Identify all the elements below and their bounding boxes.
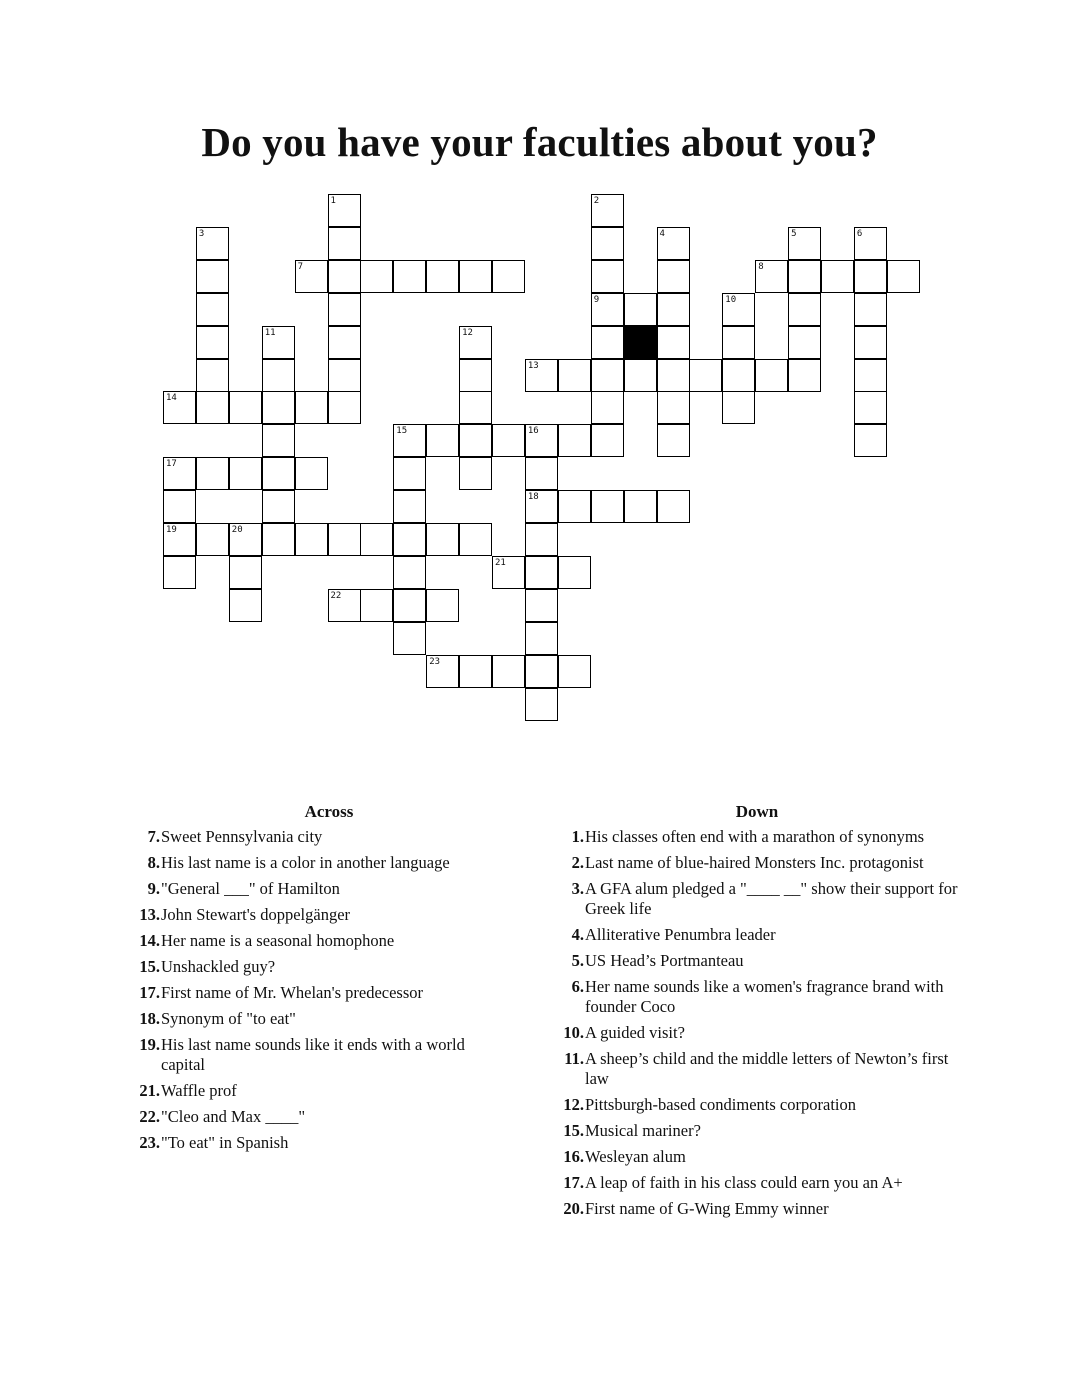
clue-number-1: 1 (330, 196, 336, 206)
grid-cell[interactable] (591, 391, 624, 424)
down-clue-list (552, 827, 962, 1219)
down-clue-20 (552, 1199, 962, 1219)
grid-cell[interactable] (591, 359, 624, 392)
clue-number-22: 22 (330, 590, 342, 601)
grid-cell[interactable] (722, 293, 755, 326)
grid-cell[interactable] (558, 424, 591, 457)
clue-number: 9. (147, 879, 160, 898)
grid-cell[interactable] (196, 359, 229, 392)
grid-cell[interactable] (689, 359, 722, 392)
grid-cell[interactable] (196, 326, 229, 359)
grid-cell[interactable] (360, 589, 393, 622)
across-clue-7 (128, 827, 508, 847)
grid-cell[interactable] (295, 457, 328, 490)
across-clue-18 (128, 1009, 508, 1029)
clue-number: 13. (139, 905, 160, 924)
grid-cell[interactable] (525, 556, 558, 589)
clue-text: A guided visit? (585, 1023, 685, 1042)
down-clue-10 (552, 1023, 962, 1043)
grid-cell[interactable] (492, 556, 525, 589)
grid-cell[interactable] (163, 523, 196, 556)
clue-number: 11. (564, 1049, 584, 1068)
clue-number-16: 16 (527, 426, 539, 437)
grid-cell[interactable] (492, 260, 525, 293)
grid-cell[interactable] (657, 359, 690, 392)
grid-cell[interactable] (328, 227, 361, 260)
grid-cell[interactable] (492, 424, 525, 457)
grid-cell[interactable] (459, 424, 492, 457)
grid-cell[interactable] (360, 523, 393, 556)
across-clue-list (128, 827, 508, 1153)
clue-text: John Stewart's doppelgänger (161, 905, 351, 924)
grid-cell[interactable] (295, 391, 328, 424)
across-clue-21 (128, 1081, 508, 1101)
grid-cell[interactable] (262, 523, 295, 556)
clue-number: 4. (571, 925, 584, 944)
grid-cell[interactable] (624, 293, 657, 326)
clue-number: 21. (139, 1081, 160, 1100)
clue-number-8: 8 (758, 261, 764, 272)
grid-cell[interactable] (722, 359, 755, 392)
grid-cell[interactable] (525, 655, 558, 688)
grid-cell[interactable] (854, 424, 887, 457)
clue-number: 23. (139, 1133, 160, 1152)
grid-cell[interactable] (525, 589, 558, 622)
clue-text: Her name sounds like a women's fragrance brand with founder Coco (585, 977, 944, 1016)
clue-number: 1. (571, 827, 584, 846)
grid-cell[interactable] (657, 391, 690, 424)
clue-number-2: 2 (593, 196, 600, 206)
grid-cell[interactable] (163, 391, 196, 424)
clue-text: A GFA alum pledged a "____ __" show their support for Greek life (585, 879, 958, 918)
clue-number: 22. (139, 1107, 160, 1126)
grid-cell[interactable] (657, 326, 690, 359)
grid-cell[interactable] (525, 457, 558, 490)
grid-cell[interactable] (854, 293, 887, 326)
grid-cell[interactable] (492, 655, 525, 688)
clue-number: 20. (563, 1199, 584, 1218)
grid-cell[interactable] (426, 260, 459, 293)
grid-cell[interactable] (525, 688, 558, 721)
grid-cell[interactable] (328, 589, 361, 622)
grid-cell[interactable] (591, 326, 624, 359)
grid-cell[interactable] (459, 655, 492, 688)
down-clue-15 (552, 1121, 962, 1141)
down-clue-4 (552, 925, 962, 945)
across-clue-8 (128, 853, 508, 873)
clue-number: 2. (571, 853, 584, 872)
grid-cell[interactable] (295, 523, 328, 556)
grid-cell[interactable] (591, 293, 624, 326)
grid-cell[interactable] (328, 194, 361, 227)
grid-cell[interactable] (262, 457, 295, 490)
grid-cell[interactable] (788, 359, 821, 392)
grid-cell[interactable] (426, 424, 459, 457)
grid-cell[interactable] (229, 523, 262, 556)
grid-cell[interactable] (722, 326, 755, 359)
clue-text: His last name is a color in another language (161, 853, 450, 872)
grid-cell[interactable] (196, 391, 229, 424)
grid-cell[interactable] (459, 326, 492, 359)
across-clue-13 (128, 905, 508, 925)
clue-number: 15. (139, 957, 160, 976)
across-clue-19 (128, 1035, 508, 1075)
clue-text: Last name of blue-haired Monsters Inc. protagonist (585, 853, 924, 872)
clue-number-18: 18 (527, 492, 539, 503)
black-square (624, 326, 657, 359)
grid-cell[interactable] (295, 260, 328, 293)
grid-cell[interactable] (262, 391, 295, 424)
grid-cell[interactable] (591, 260, 624, 293)
clue-number: 3. (571, 879, 584, 898)
clue-number-23: 23 (429, 656, 441, 667)
grid-cell[interactable] (657, 424, 690, 457)
across-clue-22 (128, 1107, 508, 1127)
grid-cell[interactable] (328, 391, 361, 424)
grid-cell[interactable] (262, 326, 295, 359)
grid-cell[interactable] (262, 359, 295, 392)
clue-number-14: 14 (166, 393, 177, 404)
clue-text: Her name is a seasonal homophone (161, 931, 395, 950)
grid-cell[interactable] (854, 326, 887, 359)
clue-text: Waffle prof (161, 1081, 237, 1100)
clue-text: Unshackled guy? (161, 957, 276, 976)
clue-text: "To eat" in Spanish (161, 1133, 289, 1152)
grid-cell[interactable] (854, 359, 887, 392)
grid-cell[interactable] (196, 457, 229, 490)
clue-text: His classes often end with a marathon of synonyms (585, 827, 925, 846)
grid-cell[interactable] (887, 260, 920, 293)
grid-cell[interactable] (558, 556, 591, 589)
clue-number: 17. (563, 1173, 584, 1192)
grid-cell[interactable] (459, 523, 492, 556)
clue-number: 12. (563, 1095, 584, 1114)
down-clues (552, 802, 962, 1225)
clue-number-4: 4 (659, 228, 665, 239)
clue-number: 19. (139, 1035, 160, 1054)
grid-cell[interactable] (196, 293, 229, 326)
grid-cell[interactable] (196, 227, 229, 260)
grid-cell[interactable] (393, 424, 426, 457)
grid-cell[interactable] (393, 490, 426, 523)
clue-number: 6. (571, 977, 584, 996)
clue-number: 17. (139, 983, 160, 1002)
clue-number: 14. (139, 931, 160, 950)
grid-cell[interactable] (393, 589, 426, 622)
grid-cell[interactable] (624, 359, 657, 392)
across-clue-14 (128, 931, 508, 951)
grid-cell[interactable] (262, 424, 295, 457)
grid-cell[interactable] (591, 490, 624, 523)
grid-cell[interactable] (262, 490, 295, 523)
clue-number-6: 6 (856, 228, 863, 239)
down-clue-12 (552, 1095, 962, 1115)
clue-text: Musical mariner? (585, 1121, 701, 1140)
grid-cell[interactable] (755, 359, 788, 392)
grid-cell[interactable] (196, 260, 229, 293)
grid-cell[interactable] (426, 589, 459, 622)
down-clue-3 (552, 879, 962, 919)
grid-cell[interactable] (755, 260, 788, 293)
down-heading: Down (735, 802, 779, 821)
down-clue-5 (552, 951, 962, 971)
page-title: Do you have your faculties about you? (201, 119, 878, 165)
clue-text: "Cleo and Max ____" (161, 1107, 306, 1126)
across-heading: Across (304, 802, 354, 821)
clue-text: First name of G-Wing Emmy winner (585, 1199, 829, 1218)
grid-cell[interactable] (393, 556, 426, 589)
grid-cell[interactable] (854, 260, 887, 293)
down-clue-6 (552, 977, 962, 1017)
grid-cell[interactable] (328, 293, 361, 326)
grid-cell[interactable] (657, 293, 690, 326)
grid-cell[interactable] (229, 556, 262, 589)
grid-cell[interactable] (788, 293, 821, 326)
clue-text: Sweet Pennsylvania city (161, 827, 323, 846)
grid-cell[interactable] (657, 260, 690, 293)
clue-number-7: 7 (297, 261, 304, 272)
clue-number-3: 3 (198, 228, 205, 239)
grid-cell[interactable] (393, 523, 426, 556)
clue-number-9: 9 (593, 294, 600, 305)
grid-cell[interactable] (788, 326, 821, 359)
grid-cell[interactable] (624, 490, 657, 523)
down-clue-11 (552, 1049, 962, 1089)
clue-number-17: 17 (166, 459, 177, 470)
clue-text: A sheep’s child and the middle letters of Newton’s first law (585, 1049, 949, 1088)
clue-text: First name of Mr. Whelan's predecessor (161, 983, 424, 1002)
grid-cell[interactable] (328, 260, 361, 293)
clue-number-12: 12 (462, 327, 473, 338)
grid-cell[interactable] (591, 194, 624, 227)
grid-cell[interactable] (328, 359, 361, 392)
clue-number: 18. (139, 1009, 160, 1028)
grid-cell[interactable] (393, 457, 426, 490)
clue-number: 15. (563, 1121, 584, 1140)
clue-text: Alliterative Penumbra leader (585, 925, 776, 944)
down-clue-2 (552, 853, 962, 873)
grid-cell[interactable] (657, 227, 690, 260)
across-clues (128, 802, 508, 1159)
clue-number-19: 19 (166, 525, 177, 535)
clue-text: His last name sounds like it ends with a world capital (161, 1035, 465, 1074)
down-clue-1 (552, 827, 962, 847)
grid-cell[interactable] (558, 490, 591, 523)
clue-number-15: 15 (396, 426, 408, 437)
across-clue-23 (128, 1133, 508, 1153)
clue-number-10: 10 (725, 294, 737, 305)
clue-text: A leap of faith in his class could earn you an A+ (585, 1173, 903, 1192)
grid-cell[interactable] (854, 227, 887, 260)
grid-cell[interactable] (722, 391, 755, 424)
grid-cell[interactable] (426, 523, 459, 556)
grid-cell[interactable] (426, 655, 459, 688)
clue-text: Wesleyan alum (585, 1147, 686, 1166)
clue-text: US Head’s Portmanteau (585, 951, 744, 970)
grid-cell[interactable] (525, 359, 558, 392)
grid-cell[interactable] (459, 359, 492, 392)
clue-number: 10. (563, 1023, 584, 1042)
grid-cell[interactable] (525, 523, 558, 556)
down-clue-17 (552, 1173, 962, 1193)
grid-cell[interactable] (591, 424, 624, 457)
grid-cell[interactable] (163, 556, 196, 589)
across-clue-9 (128, 879, 508, 899)
clue-text: Synonym of "to eat" (161, 1009, 296, 1028)
clue-number: 8. (147, 853, 160, 872)
grid-cell[interactable] (821, 260, 854, 293)
clue-number-11: 11 (264, 327, 276, 338)
clue-number: 16. (563, 1147, 584, 1166)
grid-cell[interactable] (393, 260, 426, 293)
grid-cell[interactable] (328, 523, 361, 556)
clue-text: "General ___" of Hamilton (161, 879, 340, 898)
grid-cell[interactable] (558, 359, 591, 392)
clue-number-21: 21 (495, 557, 506, 568)
grid-cell[interactable] (459, 260, 492, 293)
grid-cell[interactable] (788, 227, 821, 260)
grid-cell[interactable] (328, 326, 361, 359)
clue-number-5: 5 (791, 228, 797, 239)
grid-cell[interactable] (525, 424, 558, 457)
grid-cell[interactable] (459, 391, 492, 424)
grid-cell[interactable] (393, 622, 426, 655)
grid-cell[interactable] (163, 490, 196, 523)
grid-cell[interactable] (657, 490, 690, 523)
grid-cell[interactable] (229, 391, 262, 424)
grid-cell[interactable] (459, 457, 492, 490)
grid-cell[interactable] (591, 227, 624, 260)
grid-cell[interactable] (163, 457, 196, 490)
clue-number: 7. (147, 827, 160, 846)
grid-cell[interactable] (558, 655, 591, 688)
down-clue-16 (552, 1147, 962, 1167)
grid-cell[interactable] (525, 622, 558, 655)
clue-text: Pittsburgh-based condiments corporation (585, 1095, 856, 1114)
grid-cell[interactable] (360, 260, 393, 293)
clue-number-20: 20 (231, 525, 243, 535)
grid-cell[interactable] (229, 457, 262, 490)
grid-cell[interactable] (196, 523, 229, 556)
clue-number-13: 13 (527, 360, 539, 371)
clue-number: 5. (571, 951, 584, 970)
grid-cell[interactable] (525, 490, 558, 523)
across-clue-17 (128, 983, 508, 1003)
across-clue-15 (128, 957, 508, 977)
grid-cell[interactable] (854, 391, 887, 424)
grid-cell[interactable] (229, 589, 262, 622)
grid-cell[interactable] (788, 260, 821, 293)
